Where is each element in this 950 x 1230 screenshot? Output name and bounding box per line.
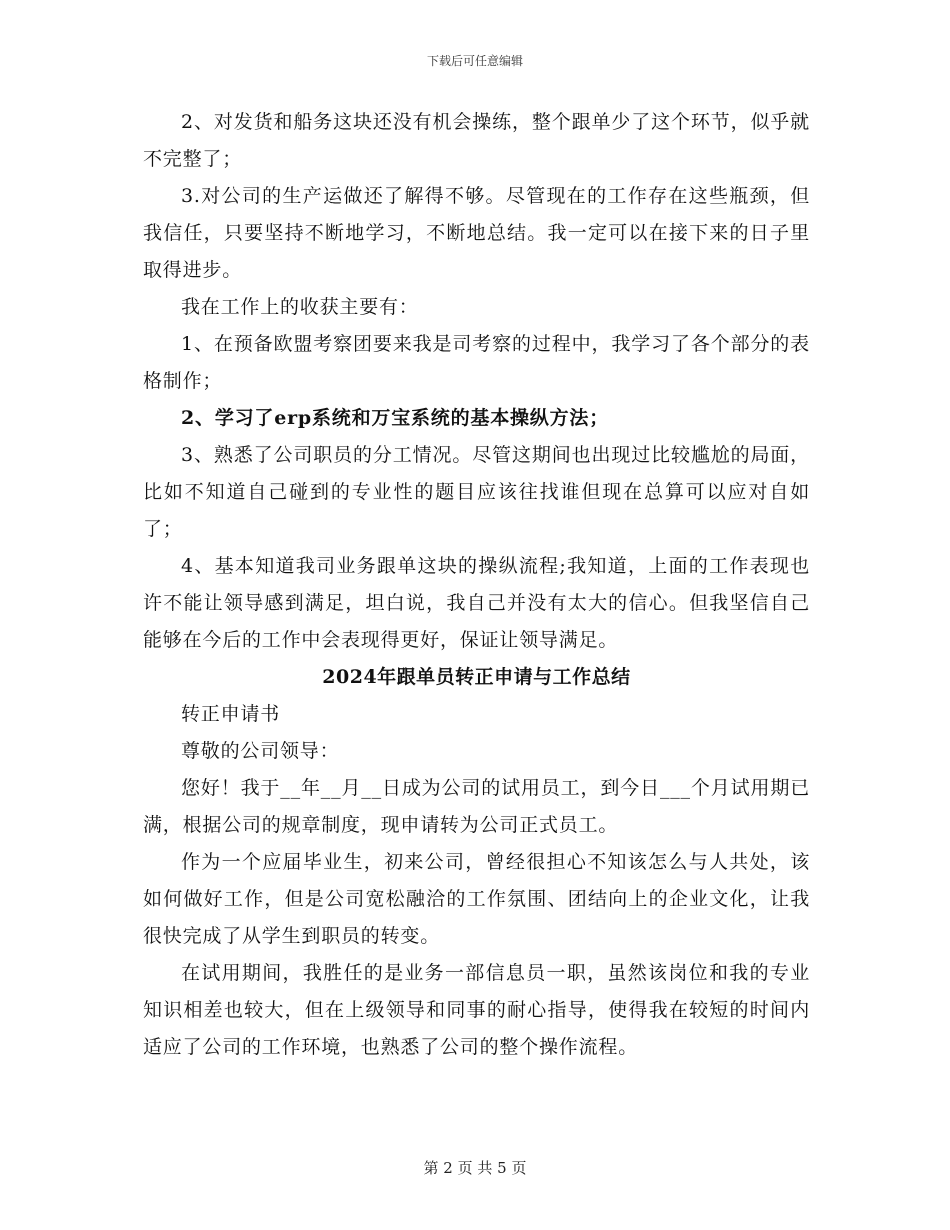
paragraph: 尊敬的公司领导： xyxy=(181,740,340,762)
section-title: 2024年跟单员转正申请与工作总结 xyxy=(322,666,631,688)
paragraph: 2、对发货和船务这块还没有机会操练，整个跟单少了这个环节，似乎就不完整了； xyxy=(143,111,810,170)
page-footer: 第 2 页 共 5 页 xyxy=(423,1159,527,1177)
paragraph: 转正申请书 xyxy=(181,703,281,725)
paragraph: 在试用期间，我胜任的是业务一部信息员一职，虽然该岗位和我的专业知识相差也较大，但在上级领导和同事的耐心指导，使得我在较短的时间内适应了公司的工作环境，也熟悉了公司的整个操作流程。 xyxy=(143,962,810,1058)
paragraph: 4、基本知道我司业务跟单这块的操纵流程;我知道，上面的工作表现也许不能让领导感到满足，坦白说，我自己并没有太大的信心。但我坚信自己能够在今后的工作中会表现得更好，保证让领导满足。 xyxy=(143,555,810,651)
paragraph-bold: 2、学习了erp系统和万宝系统的基本操纵方法； xyxy=(181,407,610,429)
paragraph: 作为一个应届毕业生，初来公司，曾经很担心不知该怎么与人共处，该如何做好工作，但是公司宽松融洽的工作氛围、团结向上的企业文化，让我很快完成了从学生到职员的转变。 xyxy=(143,851,810,947)
paragraph: 3.对公司的生产运做还了解得不够。尽管现在的工作存在这些瓶颈，但我信任，只要坚持不断地学习，不断地总结。我一定可以在接下来的日子里取得进步。 xyxy=(143,185,810,281)
paragraph-group-bottom xyxy=(143,696,810,1066)
paragraph-group-top xyxy=(143,104,810,659)
page-header: 下载后可任意编辑 xyxy=(426,54,523,68)
paragraph: 您好！我于__年__月__日成为公司的试用员工，到今日___个月试用期已满，根据公司的规章制度，现申请转为公司正式员工。 xyxy=(143,777,810,836)
document-body xyxy=(143,104,810,1066)
paragraph: 3、熟悉了公司职员的分工情况。尽管这期间也出现过比较尴尬的局面，比如不知道自己碰到的专业性的题目应该往找谁但现在总算可以应对自如了； xyxy=(143,444,810,540)
paragraph: 1、在预备欧盟考察团要来我是司考察的过程中，我学习了各个部分的表格制作； xyxy=(143,333,810,392)
paragraph: 我在工作上的收获主要有： xyxy=(181,296,419,318)
